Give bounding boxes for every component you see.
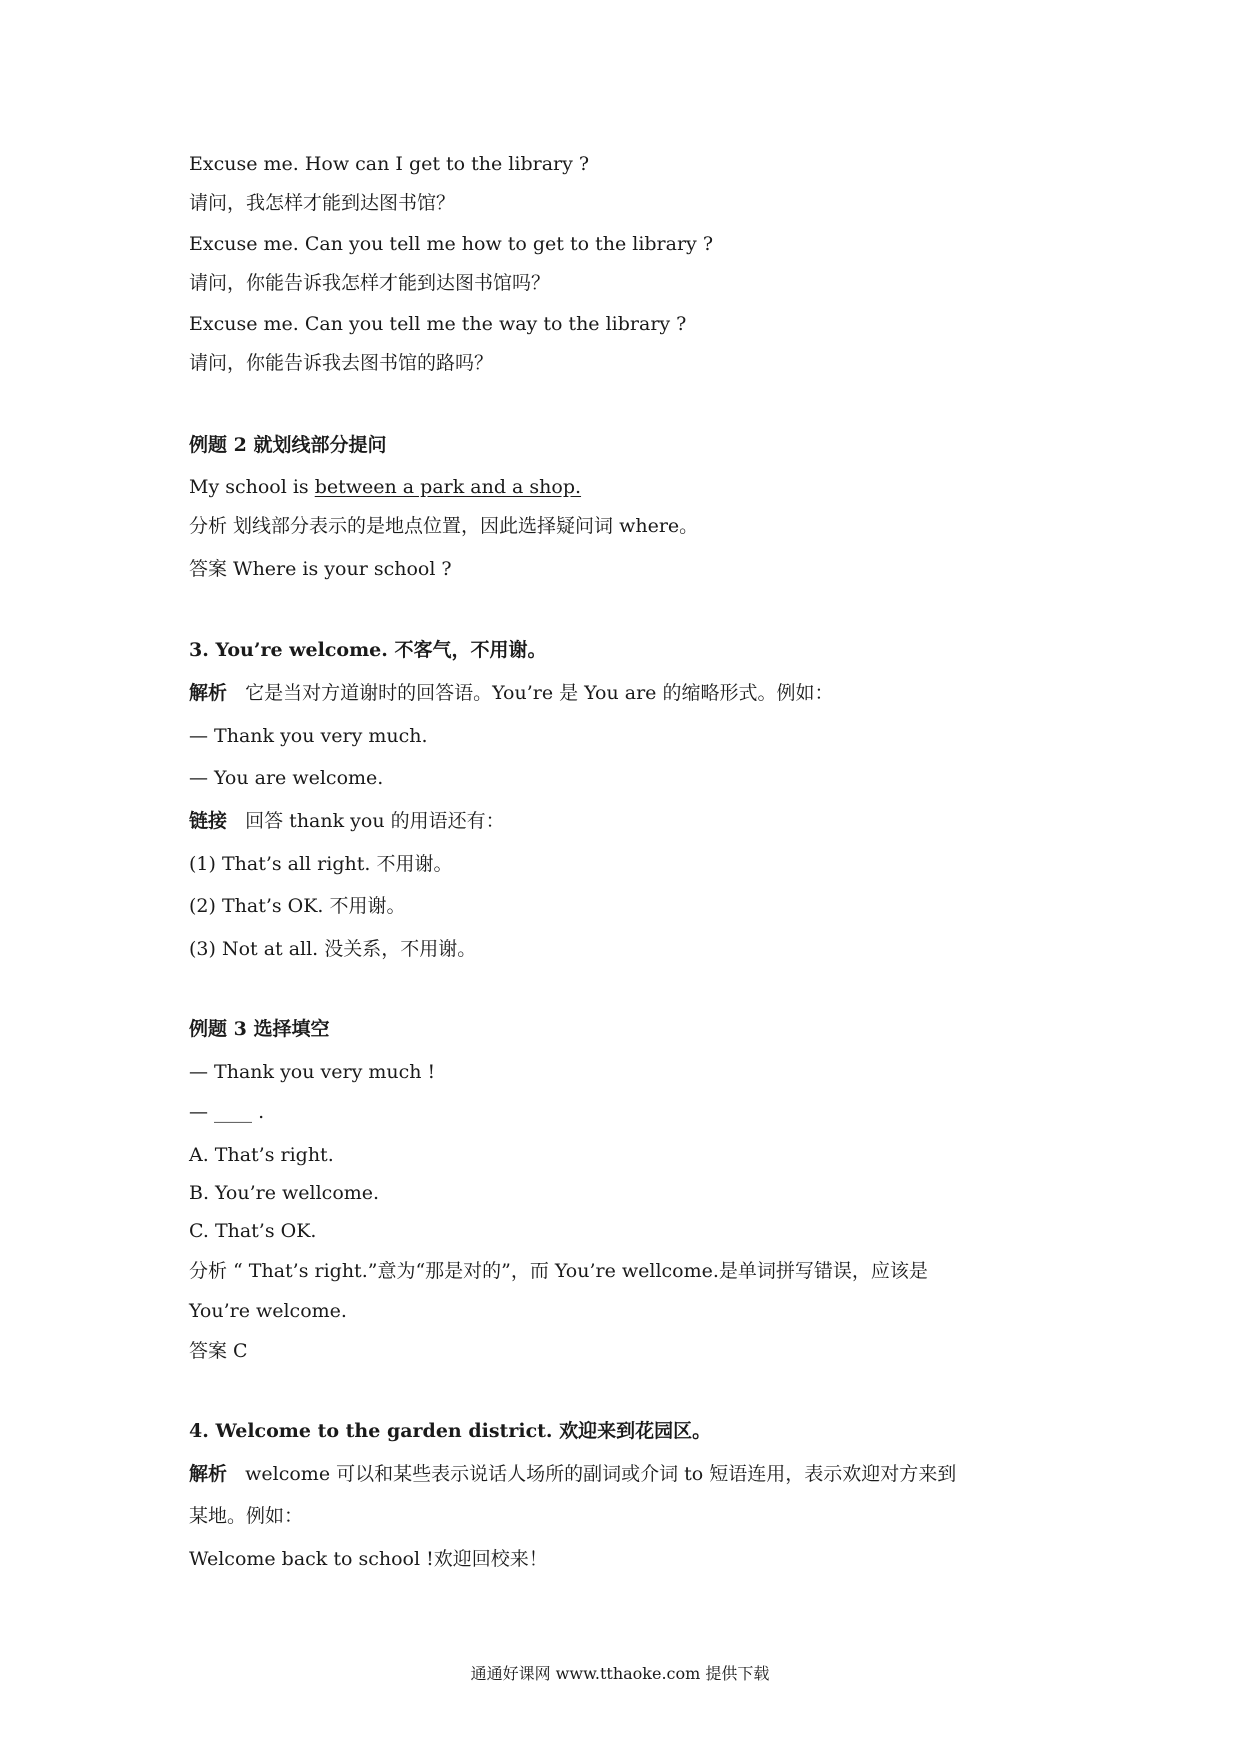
example2-analysis: 分析 划线部分表示的是地点位置，因此选择疑问词 where。 [189,515,699,537]
dialog-line: — Thank you very much ! [189,1061,436,1083]
list-item: (1) That’s all right. 不用谢。 [189,853,453,875]
underlined-phrase: between a park and a shop. [314,476,582,498]
list-item: (2) That’s OK. 不用谢。 [189,895,406,917]
example3-answer: 答案 C [189,1340,248,1362]
intro-line: 请问，你能告诉我怎样才能到达图书馆吗？ [189,272,551,294]
option-a: A. That’s right. [189,1144,334,1166]
example2-title: 例题 2 就划线部分提问 [189,434,387,456]
section4-example: Welcome back to school !欢迎回校来！ [189,1548,548,1570]
dialog-line: — You are welcome. [189,767,384,789]
jiexi-text: welcome 可以和某些表示说话人场所的副词或介词 to 短语连用，表示欢迎对方来到 [245,1463,957,1485]
section4-jiexi [189,1461,956,1487]
example3-analysis-cont: You’re welcome. [189,1300,347,1322]
example3-title: 例题 3 选择填空 [189,1018,330,1040]
section4-jiexi-cont: 某地。例如： [189,1505,304,1527]
intro-line: 请问，我怎样才能到达图书馆？ [189,192,456,214]
section4-title: 4. Welcome to the garden district. 欢迎来到花园区。 [189,1420,712,1442]
list-item: (3) Not at all. 没关系，不用谢。 [189,938,477,960]
question-prefix: My school is [189,476,315,498]
jiexi-text: 它是当对方道谢时的回答语。You’re 是 You are 的缩略形式。例如： [245,682,834,704]
dialog-line: — Thank you very much. [189,725,428,747]
intro-line: Excuse me. Can you tell me the way to the library ? [189,313,687,335]
option-b: B. You’re wellcome. [189,1182,380,1204]
example2-answer: 答案 Where is your school ? [189,558,452,580]
jiexi-label: 解析 [189,682,228,704]
link-label: 链接 [189,810,228,832]
page-footer: 通通好课网 www.tthaoke.com 提供下载 [470,1664,770,1683]
intro-line: 请问，你能告诉我去图书馆的路吗？ [189,352,494,374]
option-c: C. That’s OK. [189,1220,317,1242]
jiexi-label: 解析 [189,1463,228,1485]
link-text: 回答 thank you 的用语还有： [245,810,505,832]
intro-line: Excuse me. How can I get to the library ? [189,153,590,175]
example2-question [189,474,581,500]
section3-jiexi [189,680,833,706]
section3-link [189,808,505,834]
dialog-line: — ____ . [189,1101,265,1123]
section3-title: 3. You’re welcome. 不客气，不用谢。 [189,639,547,661]
intro-line: Excuse me. Can you tell me how to get to the library ? [189,233,714,255]
example3-analysis: 分析 “ That’s right.”意为“那是对的”，而 You’re wellcome.是单词拼写错误，应该是 [189,1260,928,1282]
